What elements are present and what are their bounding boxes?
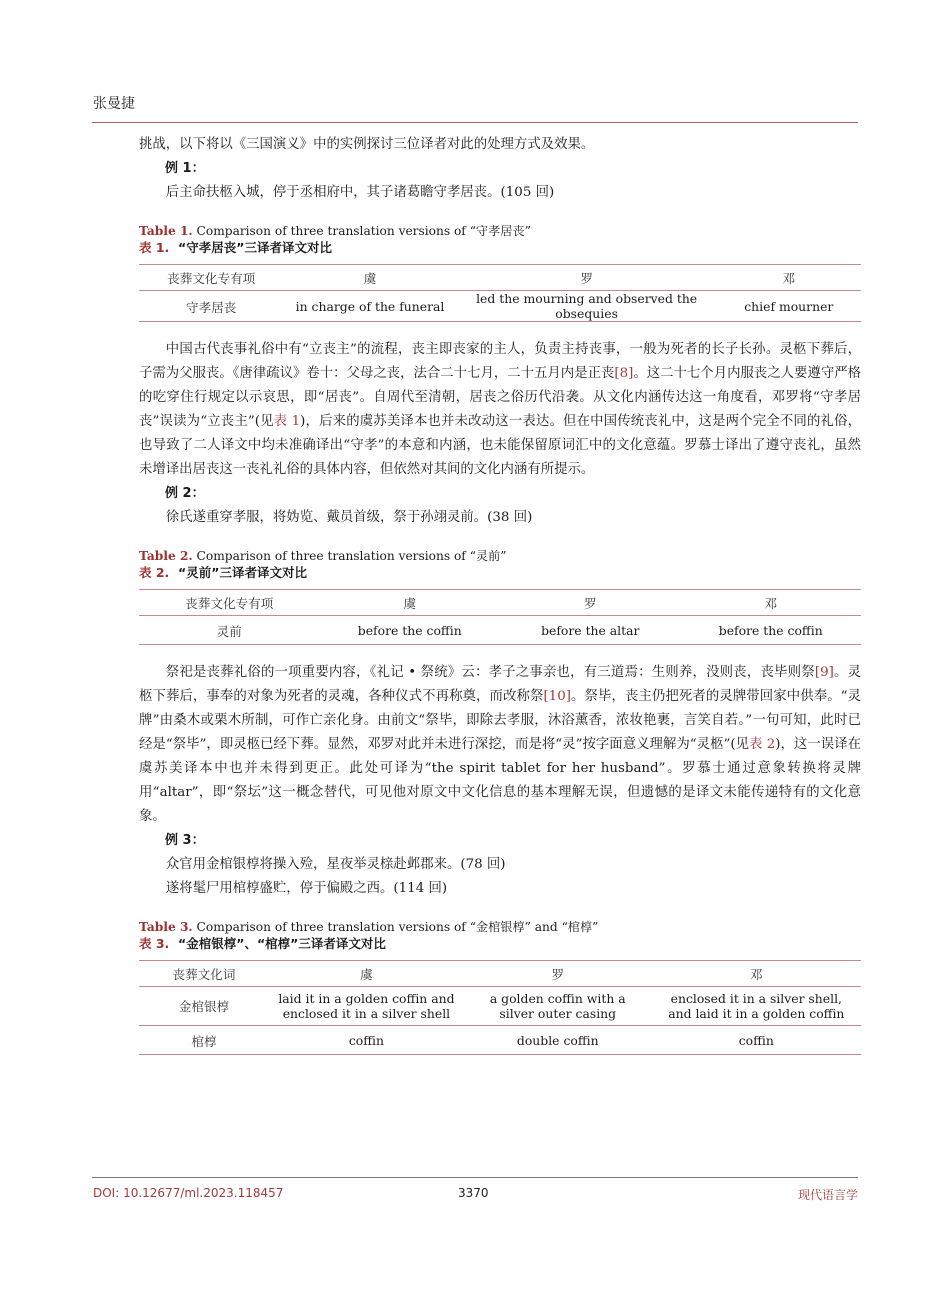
table-ref-link[interactable]: 表 1	[273, 414, 301, 429]
footer-rule	[92, 1177, 858, 1178]
table-cell: chief mourner	[717, 291, 861, 322]
table-header-cell: 丧葬文化词	[139, 961, 269, 987]
table-cell: 灵前	[139, 616, 320, 645]
body-paragraph-1: 中国古代丧事礼俗中有“立丧主”的流程，丧主即丧家的主人，负责主持丧事，一般为死者的长子长孙。灵柩下葬后，子需为父服丧。《唐律疏议》卷十：父母之丧，法合二十七月，二十五月内是正丧[8]。这二十七个月内服丧之人要遵守严格的吃穿住行规定以示哀思，即“居丧”。自周代至清朝，居丧之俗历代沿袭。从文化内涵传达这一角度看，邓罗将“守孝居丧”误读为“立丧主”(见表 1)，后来的虞苏美译本也并未改动这一表达。但在中国传统丧礼中，这是两个完全不同的礼俗，也导致了二人译文中均未准确译出“守孝”的本意和内涵，也未能保留原词汇中的文化意蕴。罗慕士译出了遵守丧礼，虽然未增译出居丧这一丧礼礼俗的具体内容，但依然对其间的文化内涵有所提示。	[139, 342, 861, 477]
footer-doi-link[interactable]: DOI: 10.12677/ml.2023.118457	[93, 1186, 284, 1200]
example-2-label: 例 2：	[165, 486, 205, 501]
table-1-title-en: Comparison of three translation versions of “守孝居丧”	[196, 224, 531, 238]
article-body	[139, 133, 861, 1055]
table-cell: before the altar	[500, 616, 681, 645]
table-cell: led the mourning and observed the obsequies	[457, 291, 717, 322]
table-3-label-zh: 表 3.	[139, 936, 170, 951]
table-cell: in charge of the funeral	[283, 291, 456, 322]
example-1-label: 例 1：	[165, 161, 205, 176]
footer-journal-link[interactable]: 现代语言学	[797, 1188, 858, 1202]
table-1	[139, 264, 861, 322]
body-paragraph-2: 祭祀是丧葬礼俗的一项重要内容，《礼记 • 祭统》云：孝子之事亲也，有三道焉：生则养，没则丧，丧毕则祭[9]。灵柩下葬后，事奉的对象为死者的灵魂，各种仪式不再称奠，而改称祭[10]。祭毕，丧主仍把死者的灵牌带回家中供奉。“灵牌”由桑木或栗木所制，可作亡亲化身。由前文“祭毕，即除去孝服，沐浴薰香，浓妆艳裹，言笑自若。”一句可知，此时已经是“祭毕”，即灵柩已经下葬。显然，邓罗对此并未进行深挖，而是将“灵”按字面意义理解为“灵柩”(见表 2)，这一误译在虞苏美译本中也并未得到更正。此处可译为“the spirit tablet for her husband”。罗慕士通过意象转换将灵牌用“altar”，即“祭坛”这一概念替代，可见他对原文中文化信息的基本理解无误，但遗憾的是译文未能传递特有的文化意象。	[139, 665, 862, 824]
table-row	[139, 616, 861, 645]
running-header-author: 张曼捷	[93, 96, 135, 112]
table-header-row	[139, 961, 861, 987]
citation-link[interactable]: [10]	[543, 689, 571, 704]
citation-link[interactable]: [8]	[614, 366, 634, 381]
table-header-cell: 丧葬文化专有项	[139, 265, 283, 291]
table-header-cell: 虞	[283, 265, 456, 291]
footer-page-number: 3370	[458, 1186, 489, 1200]
table-3	[139, 960, 861, 1055]
table-1-label-zh: 表 1.	[139, 240, 170, 255]
table-header-cell: 虞	[320, 590, 501, 616]
example-3-text-1: 众官用金棺银椁将操入殓，星夜举灵榇赴邺郡来。(78 回)	[165, 857, 506, 872]
table-2-caption	[139, 548, 861, 582]
example-3-text-2: 遂将髦尸用棺椁盛贮，停于偏殿之西。(114 回)	[165, 881, 448, 896]
table-3-title-zh: “金棺银椁”、“棺椁”三译者译文对比	[178, 936, 386, 951]
table-2-title-en: Comparison of three translation versions of “灵前”	[196, 549, 507, 563]
example-3-label: 例 3：	[165, 833, 205, 848]
table-header-cell: 邓	[652, 961, 861, 987]
table-2-label-en: Table 2.	[139, 549, 193, 563]
table-1-caption	[139, 223, 861, 257]
table-header-row	[139, 590, 861, 616]
table-row	[139, 1026, 861, 1055]
table-header-cell: 虞	[269, 961, 464, 987]
table-3-title-en: Comparison of three translation versions of “金棺银椁” and “棺椁”	[196, 920, 599, 934]
table-cell: 守孝居丧	[139, 291, 283, 322]
table-cell: before the coffin	[681, 616, 862, 645]
table-cell: before the coffin	[320, 616, 501, 645]
table-1-label-en: Table 1.	[139, 224, 193, 238]
intro-paragraph: 挑战，以下将以《三国演义》中的实例探讨三位译者对此的处理方式及效果。	[139, 137, 595, 152]
table-2-title-zh: “灵前”三译者译文对比	[178, 565, 307, 580]
table-3-caption	[139, 919, 861, 953]
table-cell: a golden coffin with a silver outer casing	[464, 987, 652, 1026]
table-cell: laid it in a golden coffin and enclosed it in a silver shell	[269, 987, 464, 1026]
table-header-cell: 罗	[464, 961, 652, 987]
table-cell: coffin	[652, 1026, 861, 1055]
table-cell: 金棺银椁	[139, 987, 269, 1026]
table-row	[139, 987, 861, 1026]
table-header-cell: 丧葬文化专有项	[139, 590, 320, 616]
table-2	[139, 589, 861, 645]
table-2-label-zh: 表 2.	[139, 565, 170, 580]
table-1-title-zh: “守孝居丧”三译者译文对比	[178, 240, 332, 255]
table-header-cell: 邓	[717, 265, 861, 291]
table-header-cell: 罗	[500, 590, 681, 616]
header-rule	[92, 122, 858, 123]
table-ref-link[interactable]: 表 2	[749, 737, 776, 752]
table-cell: enclosed it in a silver shell, and laid it in a golden coffin	[652, 987, 861, 1026]
example-1-text: 后主命扶柩入城，停于丞相府中，其子诸葛瞻守孝居丧。(105 回)	[165, 185, 555, 200]
table-header-row	[139, 265, 861, 291]
table-row	[139, 291, 861, 322]
table-header-cell: 邓	[681, 590, 862, 616]
table-cell: coffin	[269, 1026, 464, 1055]
table-3-label-en: Table 3.	[139, 920, 193, 934]
citation-link[interactable]: [9]	[814, 665, 834, 680]
example-2-text: 徐氏遂重穿孝服，将妫览、戴员首级，祭于孙翊灵前。(38 回)	[165, 510, 533, 525]
table-cell: 棺椁	[139, 1026, 269, 1055]
table-cell: double coffin	[464, 1026, 652, 1055]
table-header-cell: 罗	[457, 265, 717, 291]
